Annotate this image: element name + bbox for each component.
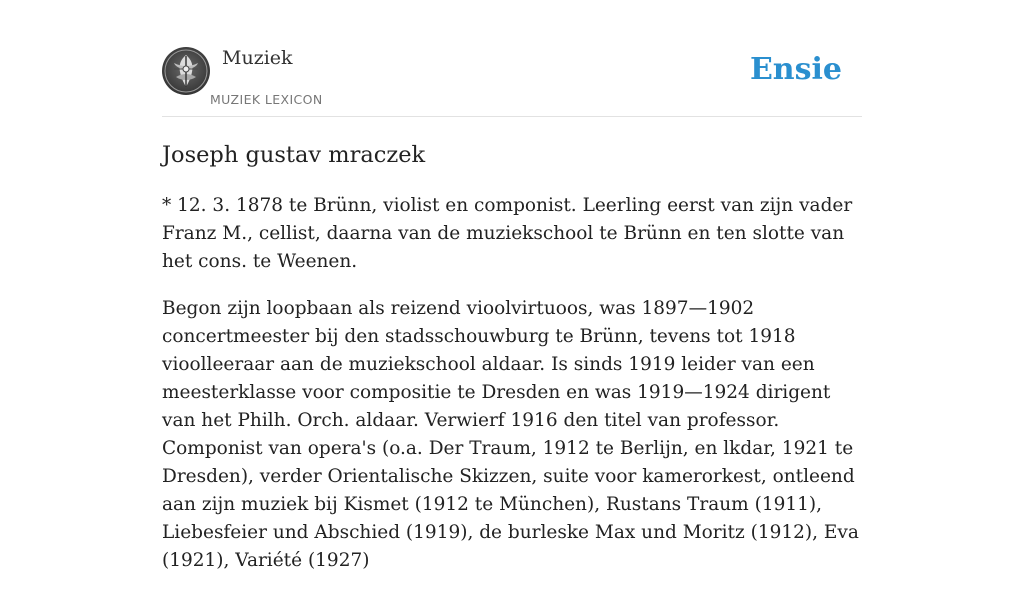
article-title: Joseph gustav mraczek	[162, 142, 426, 168]
source-name[interactable]: Muziek	[222, 47, 293, 69]
source-subtitle[interactable]: MUZIEK LEXICON	[210, 92, 323, 107]
header	[162, 0, 862, 117]
article-paragraph: * 12. 3. 1878 te Brünn, violist en componist. Leerling eerst van zijn vader Franz M., cellist, daarna van de muziekschool te Brünn en ten slotte van het cons. te Weenen.	[162, 195, 853, 272]
brand-logo[interactable]: Ensie	[749, 52, 842, 87]
music-emblem-icon[interactable]	[162, 47, 210, 95]
article-body	[162, 192, 862, 594]
article-paragraph: Begon zijn loopbaan als reizend vioolvirtuoos, was 1897—1902 concertmeester bij den stadsschouwburg te Brünn, tevens tot 1918 vioolleeraar aan de muziekschool aldaar. Is sinds 1919 leider van een meesterklasse voor compositie te Dresden en was 1919—1924 dirigent van het Philh. Orch. aldaar. Verwierf 1916 den titel van professor. Componist van opera's (o.a. Der Traum, 1912 te Berlijn, en lkdar, 1921 te Dresden), verder Orientalische Skizzen, suite voor kamerorkest, ontleend aan zijn muziek bij Kismet (1912 te München), Rustans Traum (1911), Liebesfeier und Abschied (1919), de burleske Max und Moritz (1912), Eva (1921), Variété (1927)	[162, 298, 859, 571]
